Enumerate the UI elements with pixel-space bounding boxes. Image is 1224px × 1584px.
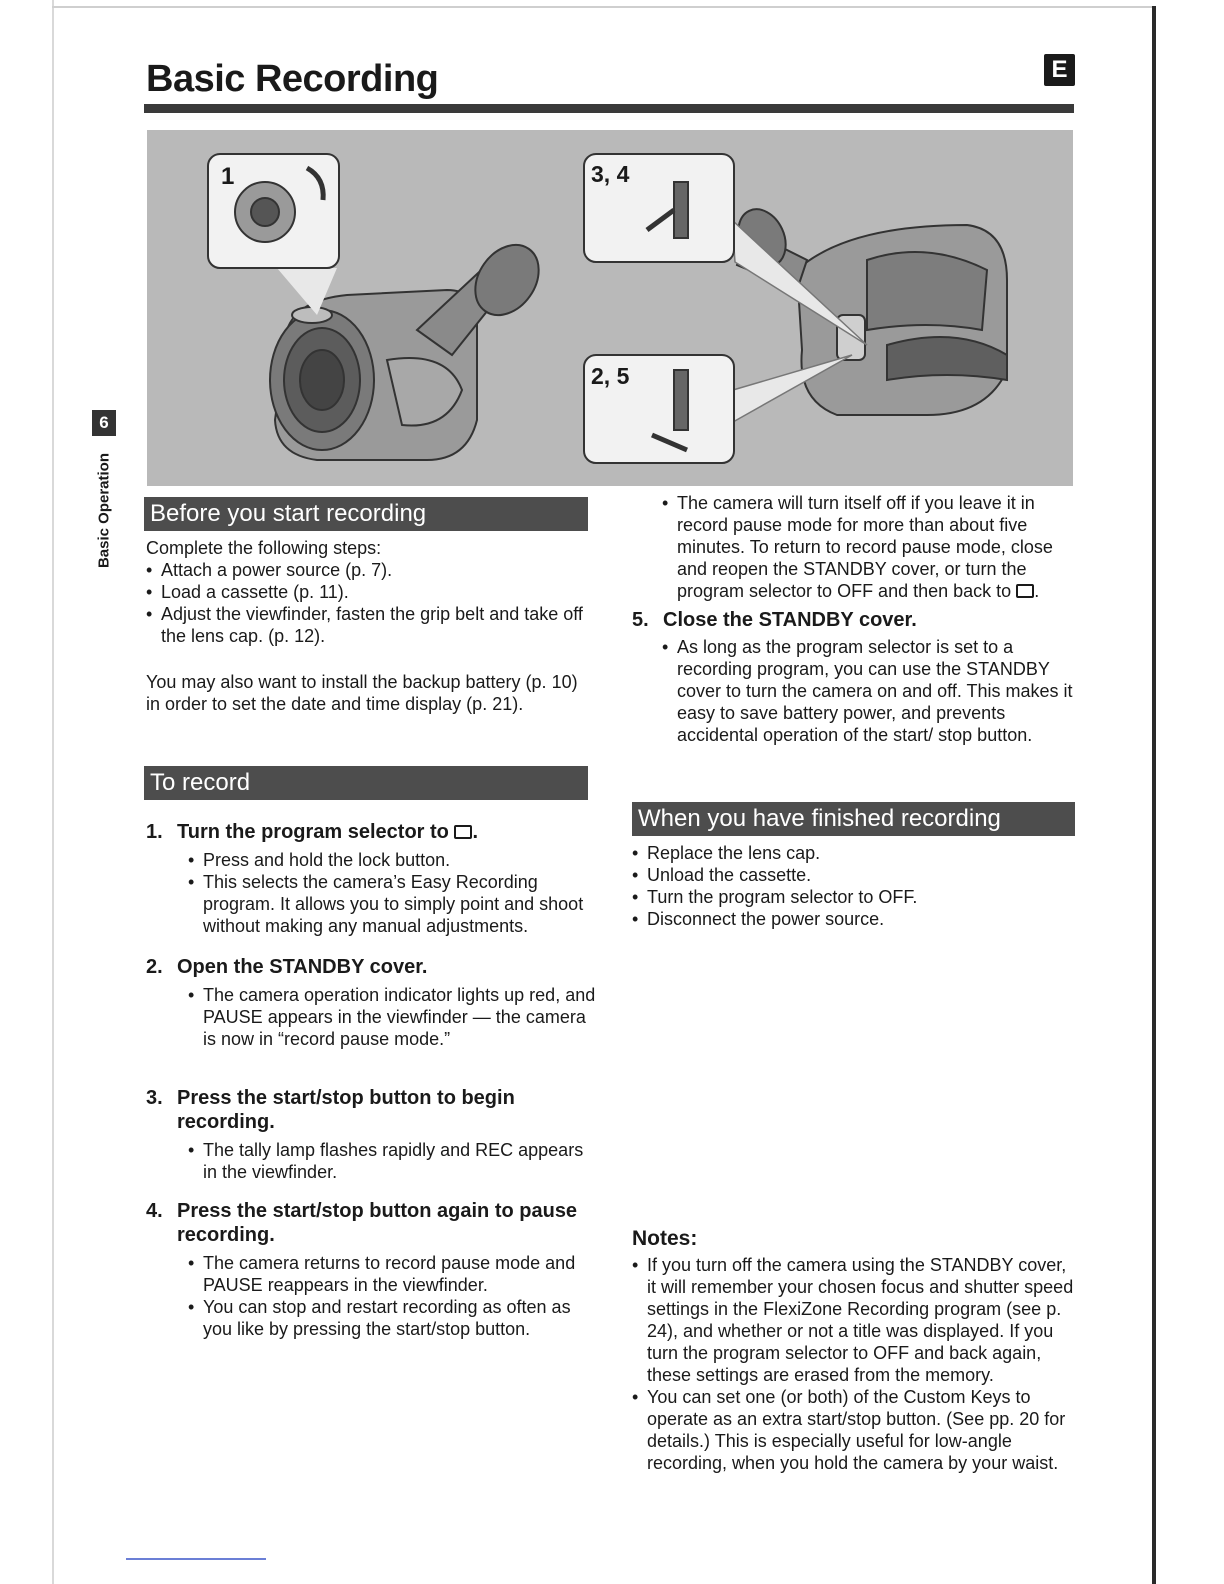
step-title: Close the STANDBY cover. [663, 609, 917, 631]
list-item: • Press and hold the lock button. [188, 849, 596, 871]
list-item: • Replace the lens cap. [632, 842, 1072, 864]
record-steps [146, 820, 596, 1340]
step-title: Press the start/stop button to begin recording. [177, 1087, 515, 1133]
list-item: • This selects the camera’s Easy Recording program. It allows you to simply point and shoot without making any manual adjustments. [188, 871, 596, 937]
list-item: • The camera operation indicator lights up red, and PAUSE appears in the viewfinder — the camera is now in “record pause mode.” [188, 984, 596, 1050]
before-intro: Complete the following steps: [146, 538, 382, 558]
side-section-label: Basic Operation [95, 452, 113, 569]
step-5 [632, 608, 1078, 746]
notes-heading: Notes: [632, 1227, 698, 1250]
list-item: • The camera returns to record pause mode and PAUSE reappears in the viewfinder. [188, 1252, 596, 1296]
step-title: Press the start/stop button again to pause recording. [177, 1200, 578, 1246]
list-item: • As long as the program selector is set to a recording program, you can use the STANDBY cover to turn the camera on and off. This makes it easy to save battery power, and prevents accidental operation of the start/ stop button. [662, 636, 1078, 746]
scan-artifact-line [126, 1558, 266, 1560]
camcorder-drawing [147, 130, 1073, 486]
scan-edge-right [1152, 6, 1156, 1584]
list-item: • If you turn off the camera using the STANDBY cover, it will remember your chosen focus and shutter speed settings in the FlexiZone Recording program (see p. 24), and whether or not a title was displayed. If you turn the program selector to OFF and back again, these settings are erased from the memory. [632, 1254, 1080, 1386]
backup-battery-note: You may also want to install the backup battery (p. 10) in order to set the date and time display (p. 21). [146, 672, 578, 714]
callout-1-label: 1 [221, 163, 235, 190]
before-list [146, 559, 586, 647]
list-item: • The camera will turn itself off if you leave it in record pause mode for more than about five minutes. To return to record pause mode, close and reopen the STANDBY cover, or turn the program selector to OFF and then back to . [662, 492, 1078, 602]
list-item: • Turn the program selector to OFF. [632, 886, 1072, 908]
list-item: • You can set one (or both) of the Custom Keys to operate as an extra start/stop button. (See pp. 20 for details.) This is especially useful for low-angle recording, when you hold the camera by your waist. [632, 1386, 1080, 1474]
side-page-number: 6 [92, 410, 116, 436]
page-title: Basic Recording [146, 58, 439, 100]
finished-block [632, 842, 1072, 930]
callout-2-5-label: 2, 5 [591, 363, 630, 389]
step-4 [146, 1199, 596, 1340]
callout-3-4-label: 3, 4 [591, 161, 630, 187]
heading-to-record: To record [144, 766, 588, 800]
step-number: 4. [146, 1200, 163, 1222]
notes-block [632, 1227, 1080, 1474]
step-2 [146, 955, 596, 1050]
step-title: Turn the program selector to [177, 821, 449, 843]
step-number: 5. [632, 609, 649, 631]
scan-edge-left [52, 0, 54, 1584]
step-number: 3. [146, 1087, 163, 1109]
camcorder-illustration [147, 130, 1073, 486]
step-1: 1. Turn the program selector to . • Press and hold the lock button. • This selects the camera’s Easy Recording program. It allows you to simply point and shoot without making any manual adjustments. [146, 820, 596, 937]
scan-edge-top [52, 6, 1152, 8]
list-item: • Adjust the viewfinder, fasten the grip belt and take off the lens cap. (p. 12). [146, 603, 586, 647]
list-item: • Attach a power source (p. 7). [146, 559, 586, 581]
heading-finished-recording: When you have finished recording [632, 802, 1075, 836]
title-rule [144, 104, 1074, 113]
easy-recording-icon [1016, 584, 1034, 598]
record-steps-continued [632, 492, 1078, 746]
list-item: • The tally lamp flashes rapidly and REC appears in the viewfinder. [188, 1139, 596, 1183]
language-badge: E [1044, 54, 1075, 86]
list-item: • Unload the cassette. [632, 864, 1072, 886]
before-block [146, 537, 586, 715]
step-title: Open the STANDBY cover. [177, 956, 428, 978]
list-item: • You can stop and restart recording as often as you like by pressing the start/stop button. [188, 1296, 596, 1340]
step-number: 1. [146, 821, 163, 843]
list-item: • Disconnect the power source. [632, 908, 1072, 930]
easy-recording-icon [454, 825, 472, 839]
step-number: 2. [146, 956, 163, 978]
step-3 [146, 1086, 596, 1183]
heading-before-recording: Before you start recording [144, 497, 588, 531]
list-item: • Load a cassette (p. 11). [146, 581, 586, 603]
